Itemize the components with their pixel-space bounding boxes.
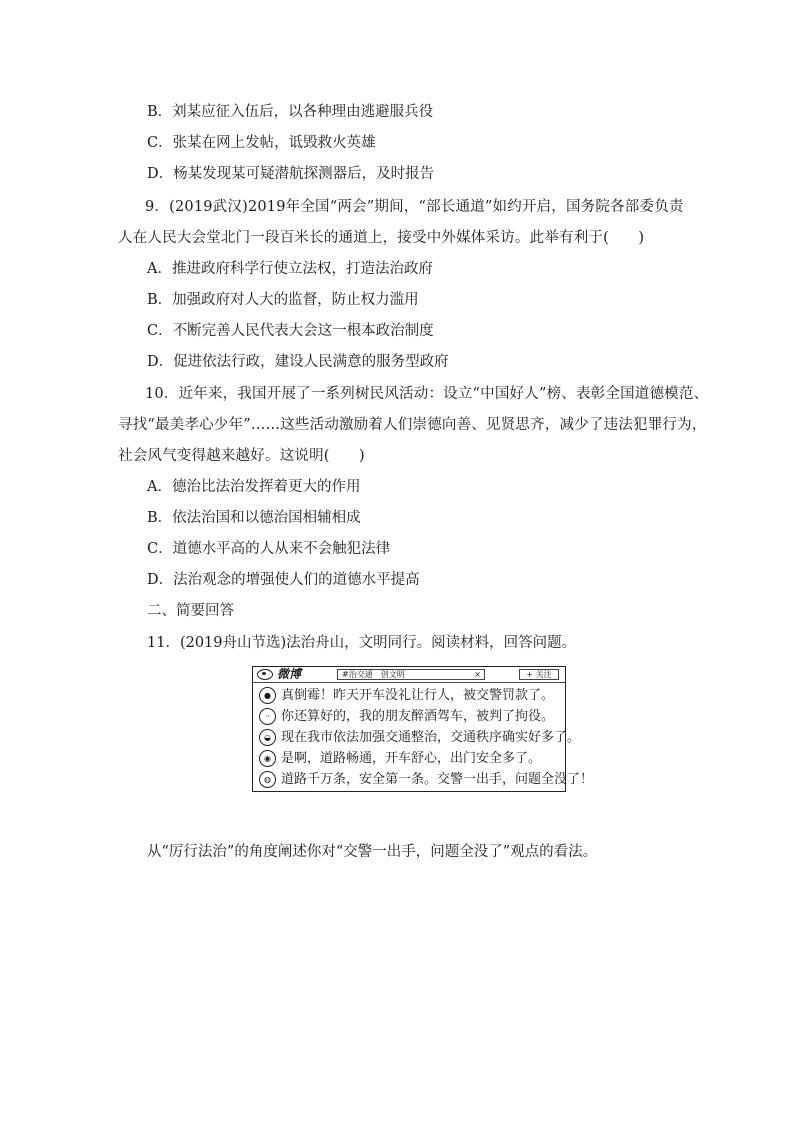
weibo-post-text: 道路千万条，安全第一条。交警一出手，问题全没了！ (281, 772, 594, 787)
q10-option-d: D．法治观念的增强使人们的道德水平提高 (147, 572, 420, 588)
q9-option-d: D．促进依法行政，建设人民满意的服务型政府 (147, 354, 449, 370)
avatar-icon: ◉ (259, 750, 276, 767)
q9-option-c: C．不断完善人民代表大会这一根本政治制度 (147, 323, 434, 339)
weibo-brand: 微博 (277, 667, 302, 681)
weibo-post (257, 749, 563, 769)
q9-option-b: B．加强政府对人大的监督，防止权力滥用 (147, 292, 419, 308)
q10-stem-line3: 社会风气变得越来越好。这说明( ) (118, 448, 365, 464)
avatar-icon: ● (259, 687, 276, 704)
q9-stem-line2: 人在人民大会堂北门一段百米长的通道上，接受中外媒体采访。此举有利于( ) (118, 230, 645, 246)
weibo-topic-text: #治交通 创文明 (342, 670, 405, 679)
weibo-post (257, 770, 594, 790)
q10-stem-line1: 10．近年来，我国开展了一系列树民风活动：设立“中国好人”榜、表彰全国道德模范、 (145, 386, 709, 402)
follow-button: + 关注 (519, 669, 559, 680)
q8-option-d: D．杨某发现某可疑潜航探测器后，及时报告 (147, 166, 435, 182)
weibo-topic-tag (337, 669, 485, 680)
avatar-icon: ·· (259, 708, 276, 725)
q11-stem: 11．(2019舟山节选)法治舟山，文明同行。阅读材料，回答问题。 (147, 635, 577, 651)
q8-option-c: C．张某在网上发帖，诋毁救火英雄 (147, 135, 376, 151)
q10-option-a: A．德治比法治发挥着更大的作用 (147, 479, 361, 495)
q10-stem-line2: 寻找“最美孝心少年”……这些活动激励着人们崇德向善、见贤思齐，减少了违法犯罪行为， (118, 417, 707, 433)
weibo-post-text: 是啊，道路畅通，开车舒心，出门安全多了。 (281, 751, 542, 766)
weibo-header (253, 667, 565, 683)
q9-stem-line1: 9．(2019武汉)2019年全国“两会”期间，“部长通道”如约开启，国务院各部委负责 (145, 199, 684, 215)
avatar-icon: ◍ (259, 771, 276, 788)
close-icon: × (474, 670, 481, 679)
weibo-screenshot (252, 666, 594, 792)
q8-option-b: B．刘某应征入伍后，以各种理由逃避服兵役 (147, 104, 434, 120)
section-title: 二、简要回答 (147, 603, 234, 619)
weibo-post (257, 686, 563, 706)
q11-question: 从“厉行法治”的角度阐述你对“交警一出手，问题全没了”观点的看法。 (147, 844, 598, 860)
q10-option-b: B．依法治国和以德治国相辅相成 (147, 510, 361, 526)
weibo-post (257, 707, 563, 727)
avatar-icon: ◒ (259, 729, 276, 746)
weibo-post-text: 现在我市依法加强交通整治，交通秩序确实好多了。 (281, 730, 581, 745)
weibo-eye-icon (257, 669, 273, 680)
q9-option-a: A．推进政府科学行使立法权，打造法治政府 (147, 261, 433, 277)
q10-option-c: C．道德水平高的人从来不会触犯法律 (147, 541, 391, 557)
weibo-post (257, 728, 581, 748)
weibo-post-text: 你还算好的，我的朋友醉酒驾车，被判了拘役。 (281, 709, 555, 724)
weibo-post-text: 真倒霉！昨天开车没礼让行人，被交警罚款了。 (281, 688, 555, 703)
